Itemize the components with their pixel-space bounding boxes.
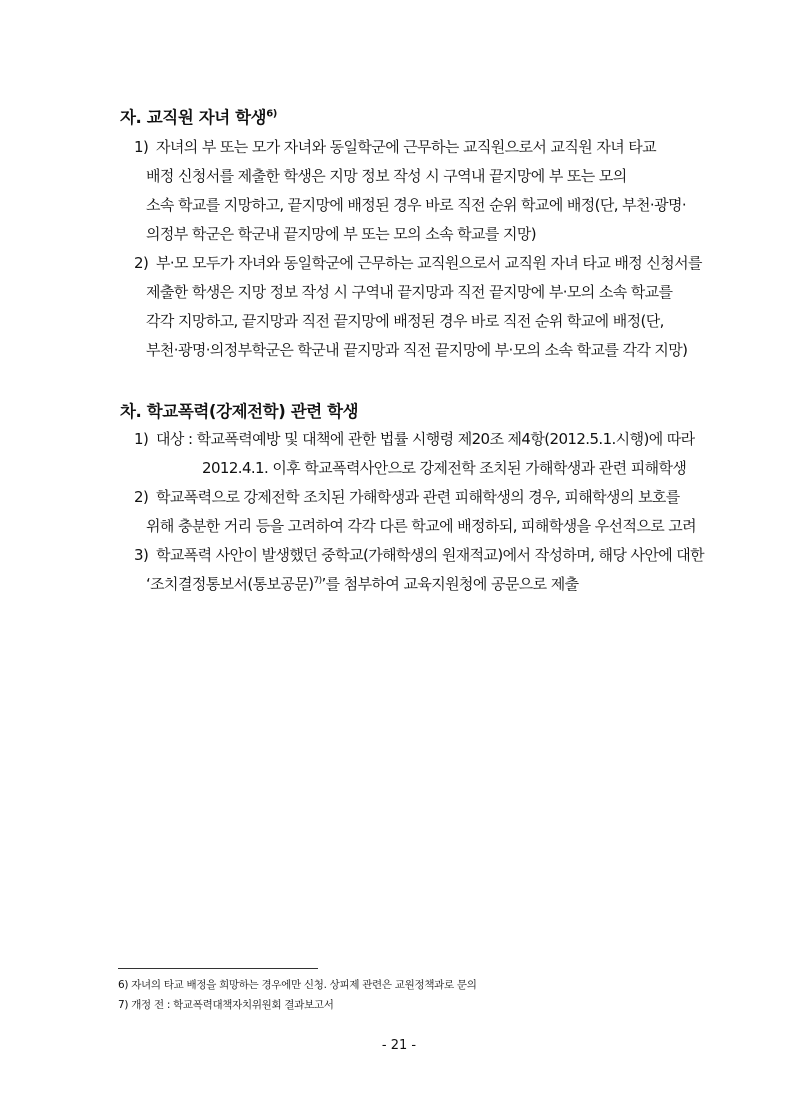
page-number: - 21 - (381, 1038, 417, 1053)
section-ja-heading (120, 104, 277, 128)
item-line: 각각 지망하고, 끝지망과 직전 끝지망에 배정된 경우 바로 직전 순위 학교에 배정(단, (146, 312, 664, 330)
item-line: 부·모 모두가 자녀와 동일학군에 근무하는 교직원으로서 교직원 자녀 타교 배정 신청서를 (156, 254, 702, 272)
item-line: 의정부 학군은 학군내 끝지망에 부 또는 모의 소속 학교를 지망) (146, 225, 537, 243)
item-line: 대상 : 학교폭력예방 및 대책에 관한 법률 시행령 제20조 제4항(2012.5.1.시행)에 따라 (156, 430, 695, 448)
item-line: 배정 신청서를 제출한 학생은 지망 정보 작성 시 구역내 끝지망에 부 또는 모의 (146, 167, 627, 185)
item-line: 학교폭력으로 강제전학 조치된 가해학생과 관련 피해학생의 경우, 피해학생의 보호를 (156, 488, 680, 506)
item-line: 학교폭력 사안이 발생했던 중학교(가해학생의 원재적교)에서 작성하며, 해당 사안에 대한 (156, 546, 705, 564)
item-number: 3) (134, 546, 149, 564)
item-line-part: ‘조치결정통보서(통보공문) (146, 575, 314, 593)
section-ja-title: 자. 교직원 자녀 학생 (120, 108, 267, 127)
section-cha-heading (120, 398, 358, 422)
item-line-part: ’를 첨부하여 교육지원청에 공문으로 제출 (321, 575, 579, 593)
item-line: 자녀의 부 또는 모가 자녀와 동일학군에 근무하는 교직원으로서 교직원 자녀 타교 (156, 138, 657, 156)
item-number: 1) (134, 138, 149, 156)
footnote-ref-7: 7) (313, 576, 322, 586)
item-line (146, 574, 579, 594)
section-cha-title: 차. 학교폭력(강제전학) 관련 학생 (120, 402, 359, 421)
footnote-6: 6) 자녀의 타교 배정을 희망하는 경우에만 신청. 상피제 관련은 교원정책과로 문의 (118, 979, 477, 991)
item-number: 1) (134, 430, 149, 448)
item-line: 제출한 학생은 지망 정보 작성 시 구역내 끝지망과 직전 끝지망에 부·모의 소속 학교를 (146, 283, 673, 301)
item-number: 2) (134, 488, 149, 506)
item-line: 위해 충분한 거리 등을 고려하여 각각 다른 학교에 배정하되, 피해학생을 우선적으로 고려 (146, 517, 697, 535)
item-line: 부천·광명·의정부학군은 학군내 끝지망과 직전 끝지망에 부·모의 소속 학교를 각각 지망) (146, 341, 688, 359)
footnote-divider (118, 968, 318, 969)
footnote-7: 7) 개정 전 : 학교폭력대책자치위원회 결과보고서 (118, 999, 334, 1011)
footnote-ref-6: 6) (266, 108, 277, 120)
item-line: 2012.4.1. 이후 학교폭력사안으로 강제전학 조치된 가해학생과 관련 피해학생 (202, 459, 687, 477)
item-number: 2) (134, 254, 149, 272)
item-line: 소속 학교를 지망하고, 끝지망에 배정된 경우 바로 직전 순위 학교에 배정(단, 부천·광명· (146, 196, 687, 214)
